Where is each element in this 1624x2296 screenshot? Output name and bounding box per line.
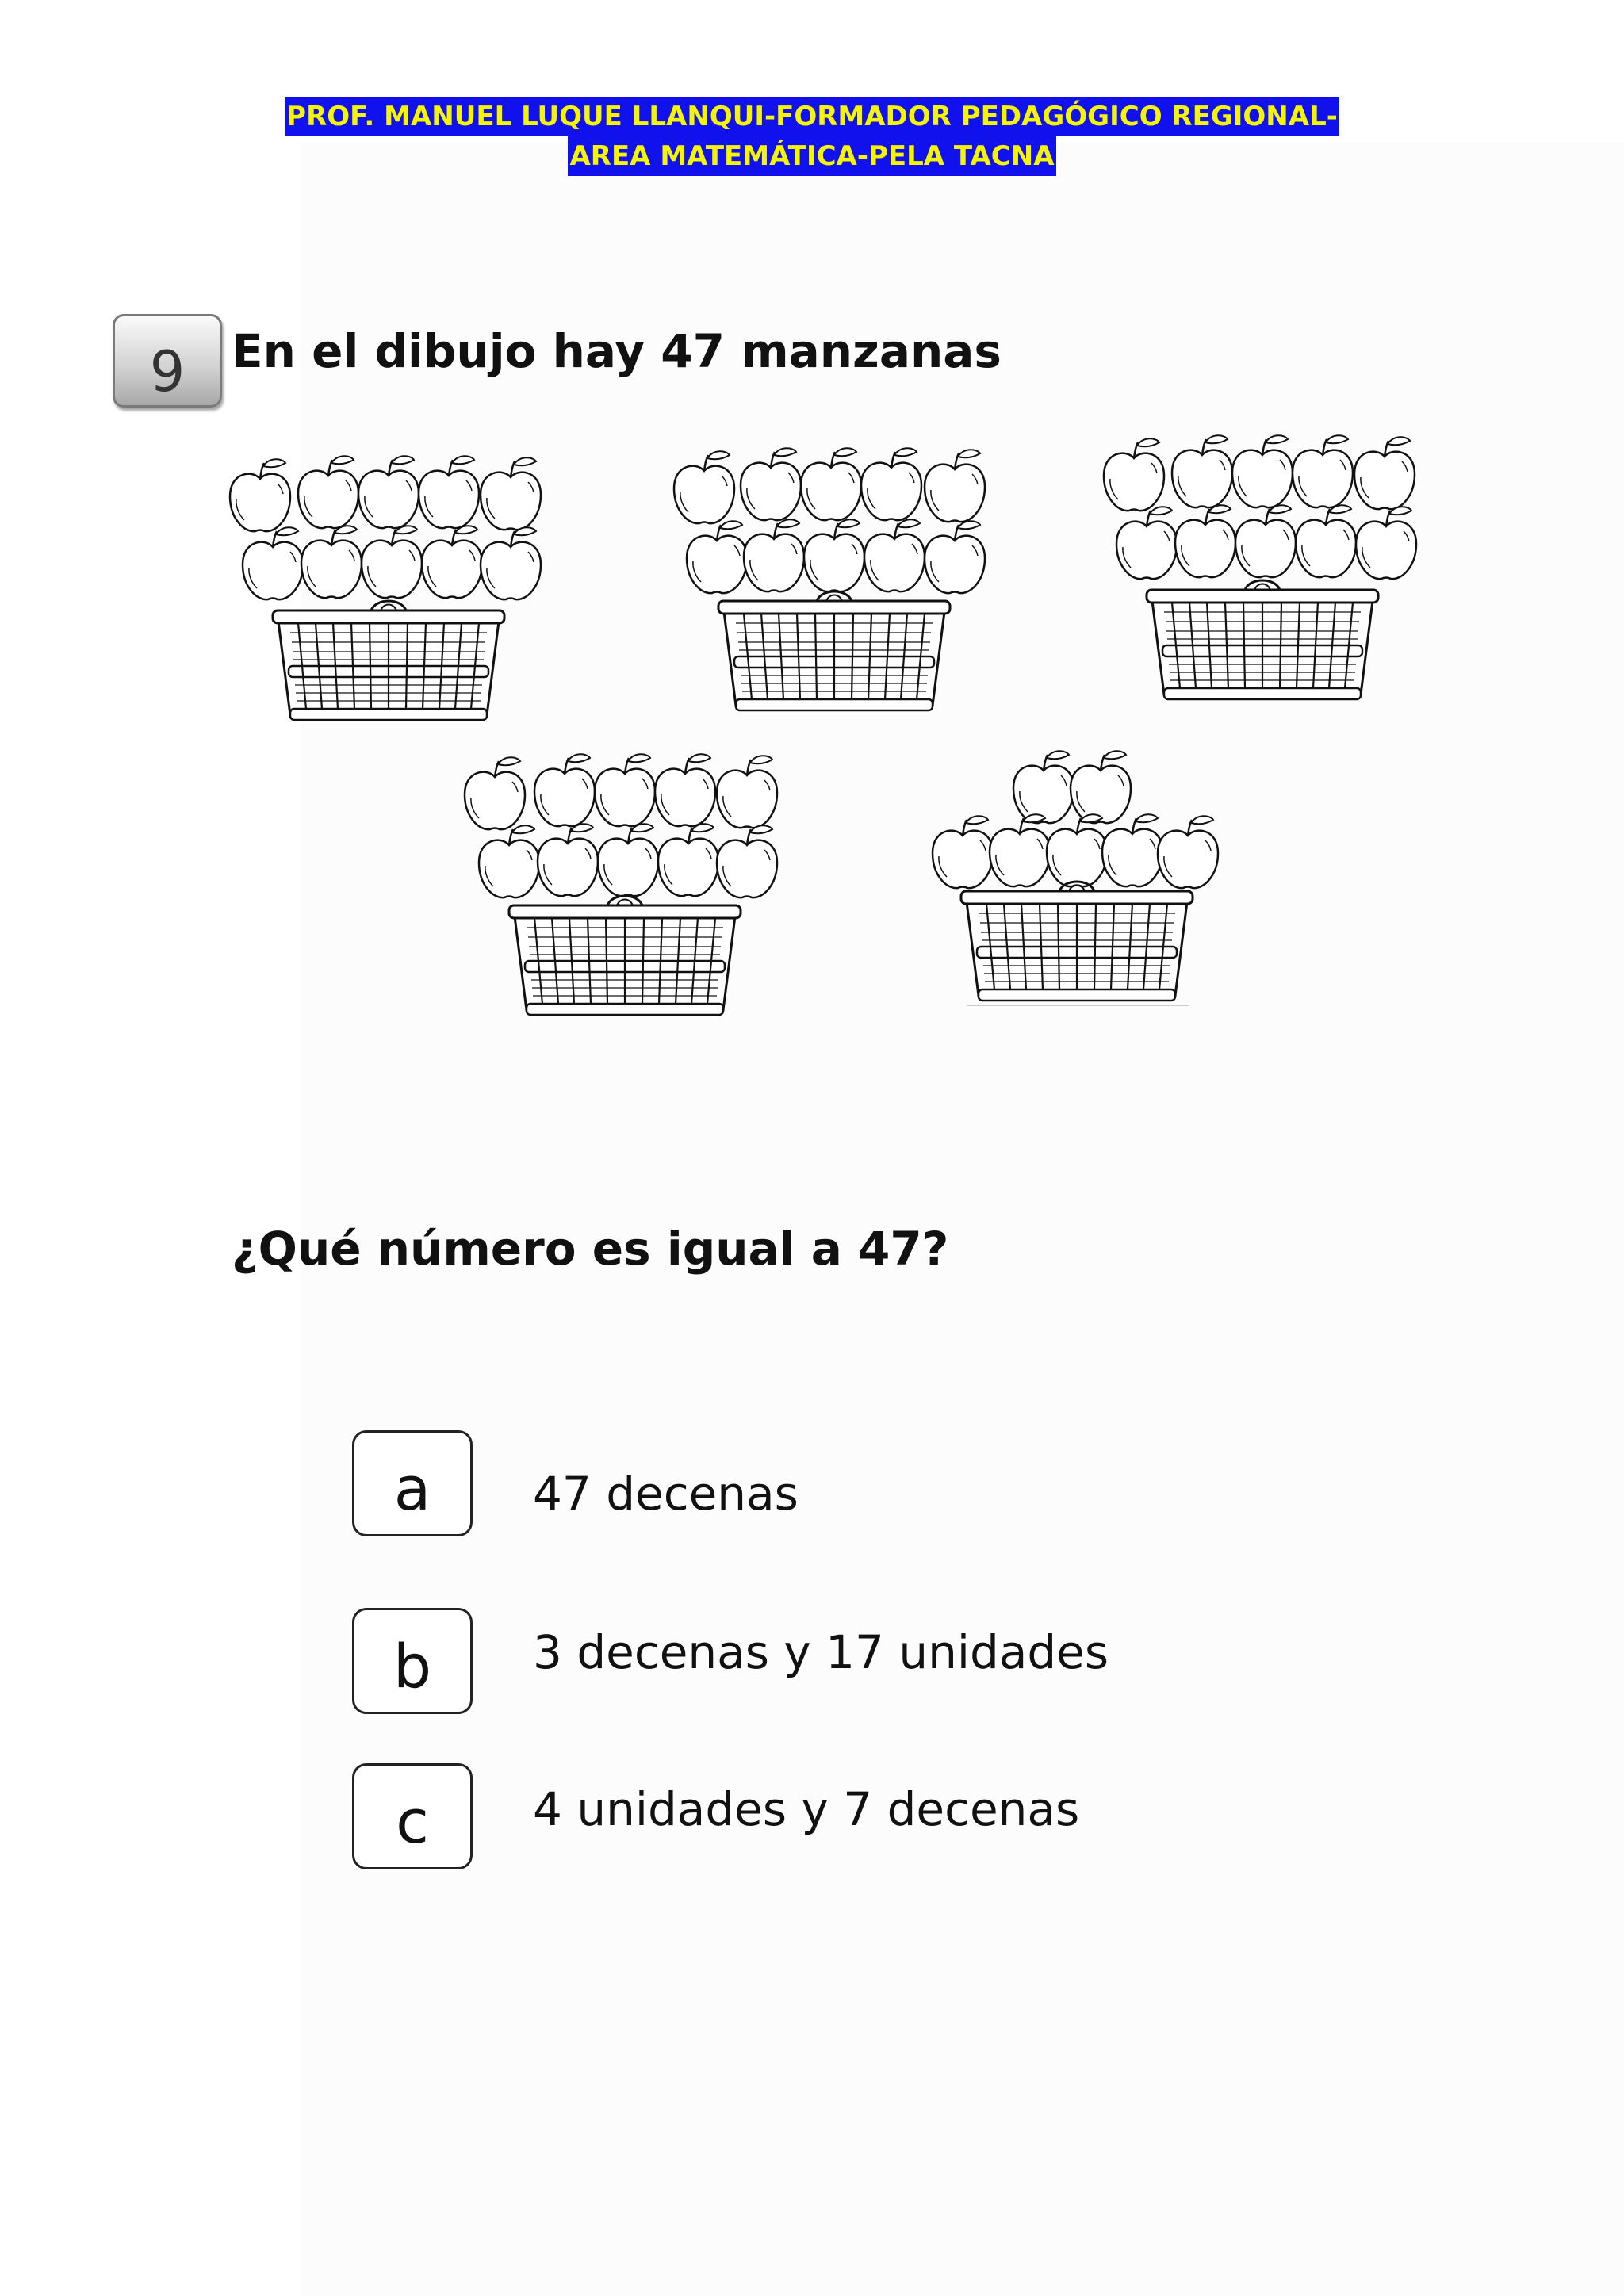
header-line-2: AREA MATEMÁTICA-PELA TACNA (568, 136, 1055, 176)
question-statement: En el dibujo hay 47 manzanas (232, 324, 1002, 378)
option-b-box[interactable]: b (352, 1608, 473, 1714)
page-header (0, 97, 1624, 176)
question-text: ¿Qué número es igual a 47? (232, 1222, 949, 1276)
option-c-text[interactable]: 4 unidades y 7 decenas (533, 1782, 1080, 1836)
header-line-1: PROF. MANUEL LUQUE LLANQUI-FORMADOR PEDAGÓGICO REGIONAL- (285, 97, 1339, 136)
option-a-box[interactable]: a (352, 1430, 473, 1536)
question-number-badge: 9 (113, 314, 222, 408)
option-a-text[interactable]: 47 decenas (533, 1467, 799, 1521)
option-c-box[interactable]: c (352, 1763, 473, 1869)
option-b-text[interactable]: 3 decenas y 17 unidades (533, 1625, 1109, 1679)
